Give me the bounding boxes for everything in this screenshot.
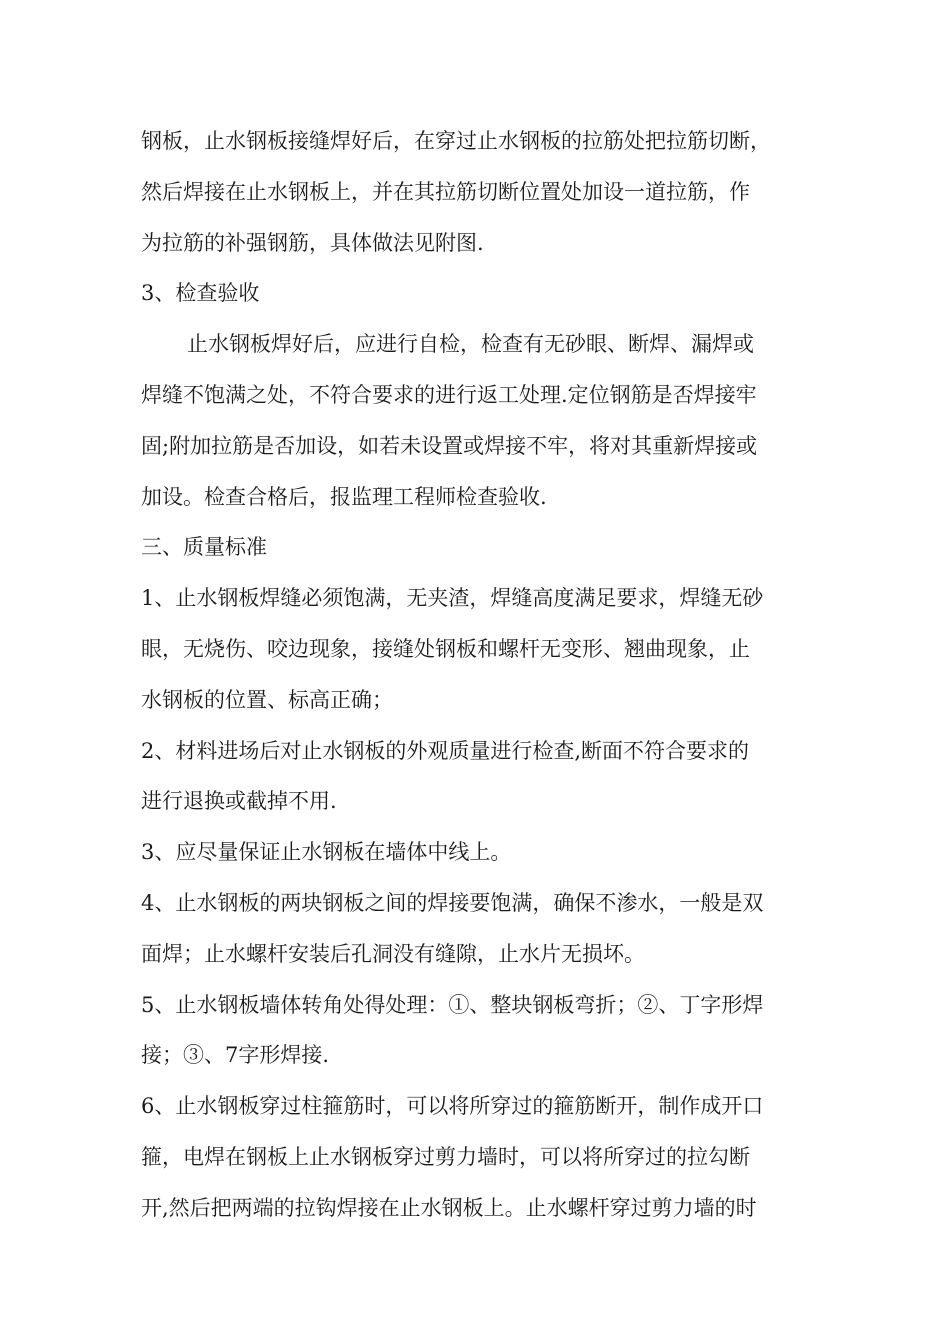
text-line: 固;附加拉筋是否加设，如若未设置或焊接不牢，将对其重新焊接或 <box>141 433 758 458</box>
text-line: 水钢板的位置、标高正确； <box>141 687 393 712</box>
text-line: 进行退换或截掉不用. <box>141 789 337 814</box>
list-item-5: 5、止水钢板墙体转角处得处理：①、整块钢板弯折；②、丁字形焊 <box>141 992 764 1017</box>
text-line: 然后焊接在止水钢板上，并在其拉筋切断位置处加设一道拉筋，作 <box>141 179 750 204</box>
text-line: 止水钢板焊好后，应进行自检，检查有无砂眼、断焊、漏焊或 <box>187 332 754 357</box>
text-line: 接；③、7字形焊接. <box>141 1043 330 1068</box>
text-line: 箍，电焊在钢板上止水钢板穿过剪力墙时，可以将所穿过的拉勾断 <box>141 1144 750 1169</box>
list-item-2: 2、材料进场后对止水钢板的外观质量进行检查,断面不符合要求的 <box>141 738 750 763</box>
list-item-6: 6、止水钢板穿过柱箍筋时，可以将所穿过的箍筋断开，制作成开口 <box>141 1094 764 1119</box>
text-line: 眼，无烧伤、咬边现象，接缝处钢板和螺杆无变形、翘曲现象，止 <box>141 636 750 661</box>
list-item-1: 1、止水钢板焊缝必须饱满，无夹渣，焊缝高度满足要求，焊缝无砂 <box>141 586 764 611</box>
text-line: 钢板，止水钢板接缝焊好后，在穿过止水钢板的拉筋处把拉筋切断， <box>141 129 771 153</box>
text-line: 开,然后把两端的拉钩焊接在止水钢板上。止水螺杆穿过剪力墙的时 <box>141 1195 757 1220</box>
list-item-4: 4、止水钢板的两块钢板之间的焊接要饱满，确保不渗水，一般是双 <box>141 890 764 915</box>
text-line: 为拉筋的补强钢筋，具体做法见附图. <box>141 230 484 255</box>
list-item-3: 3、应尽量保证止水钢板在墙体中线上。 <box>141 840 512 865</box>
document-body <box>141 116 816 1234</box>
section-heading-quality-standards: 三、质量标准 <box>141 535 267 560</box>
text-line: 加设。检查合格后，报监理工程师检查验收. <box>141 484 547 509</box>
section-heading-inspection: 3、检查验收 <box>141 281 260 306</box>
text-line: 面焊；止水螺杆安装后孔洞没有缝隙，止水片无损坏。 <box>141 941 645 966</box>
text-line: 焊缝不饱满之处，不符合要求的进行返工处理.定位钢筋是否焊接牢 <box>141 382 757 407</box>
